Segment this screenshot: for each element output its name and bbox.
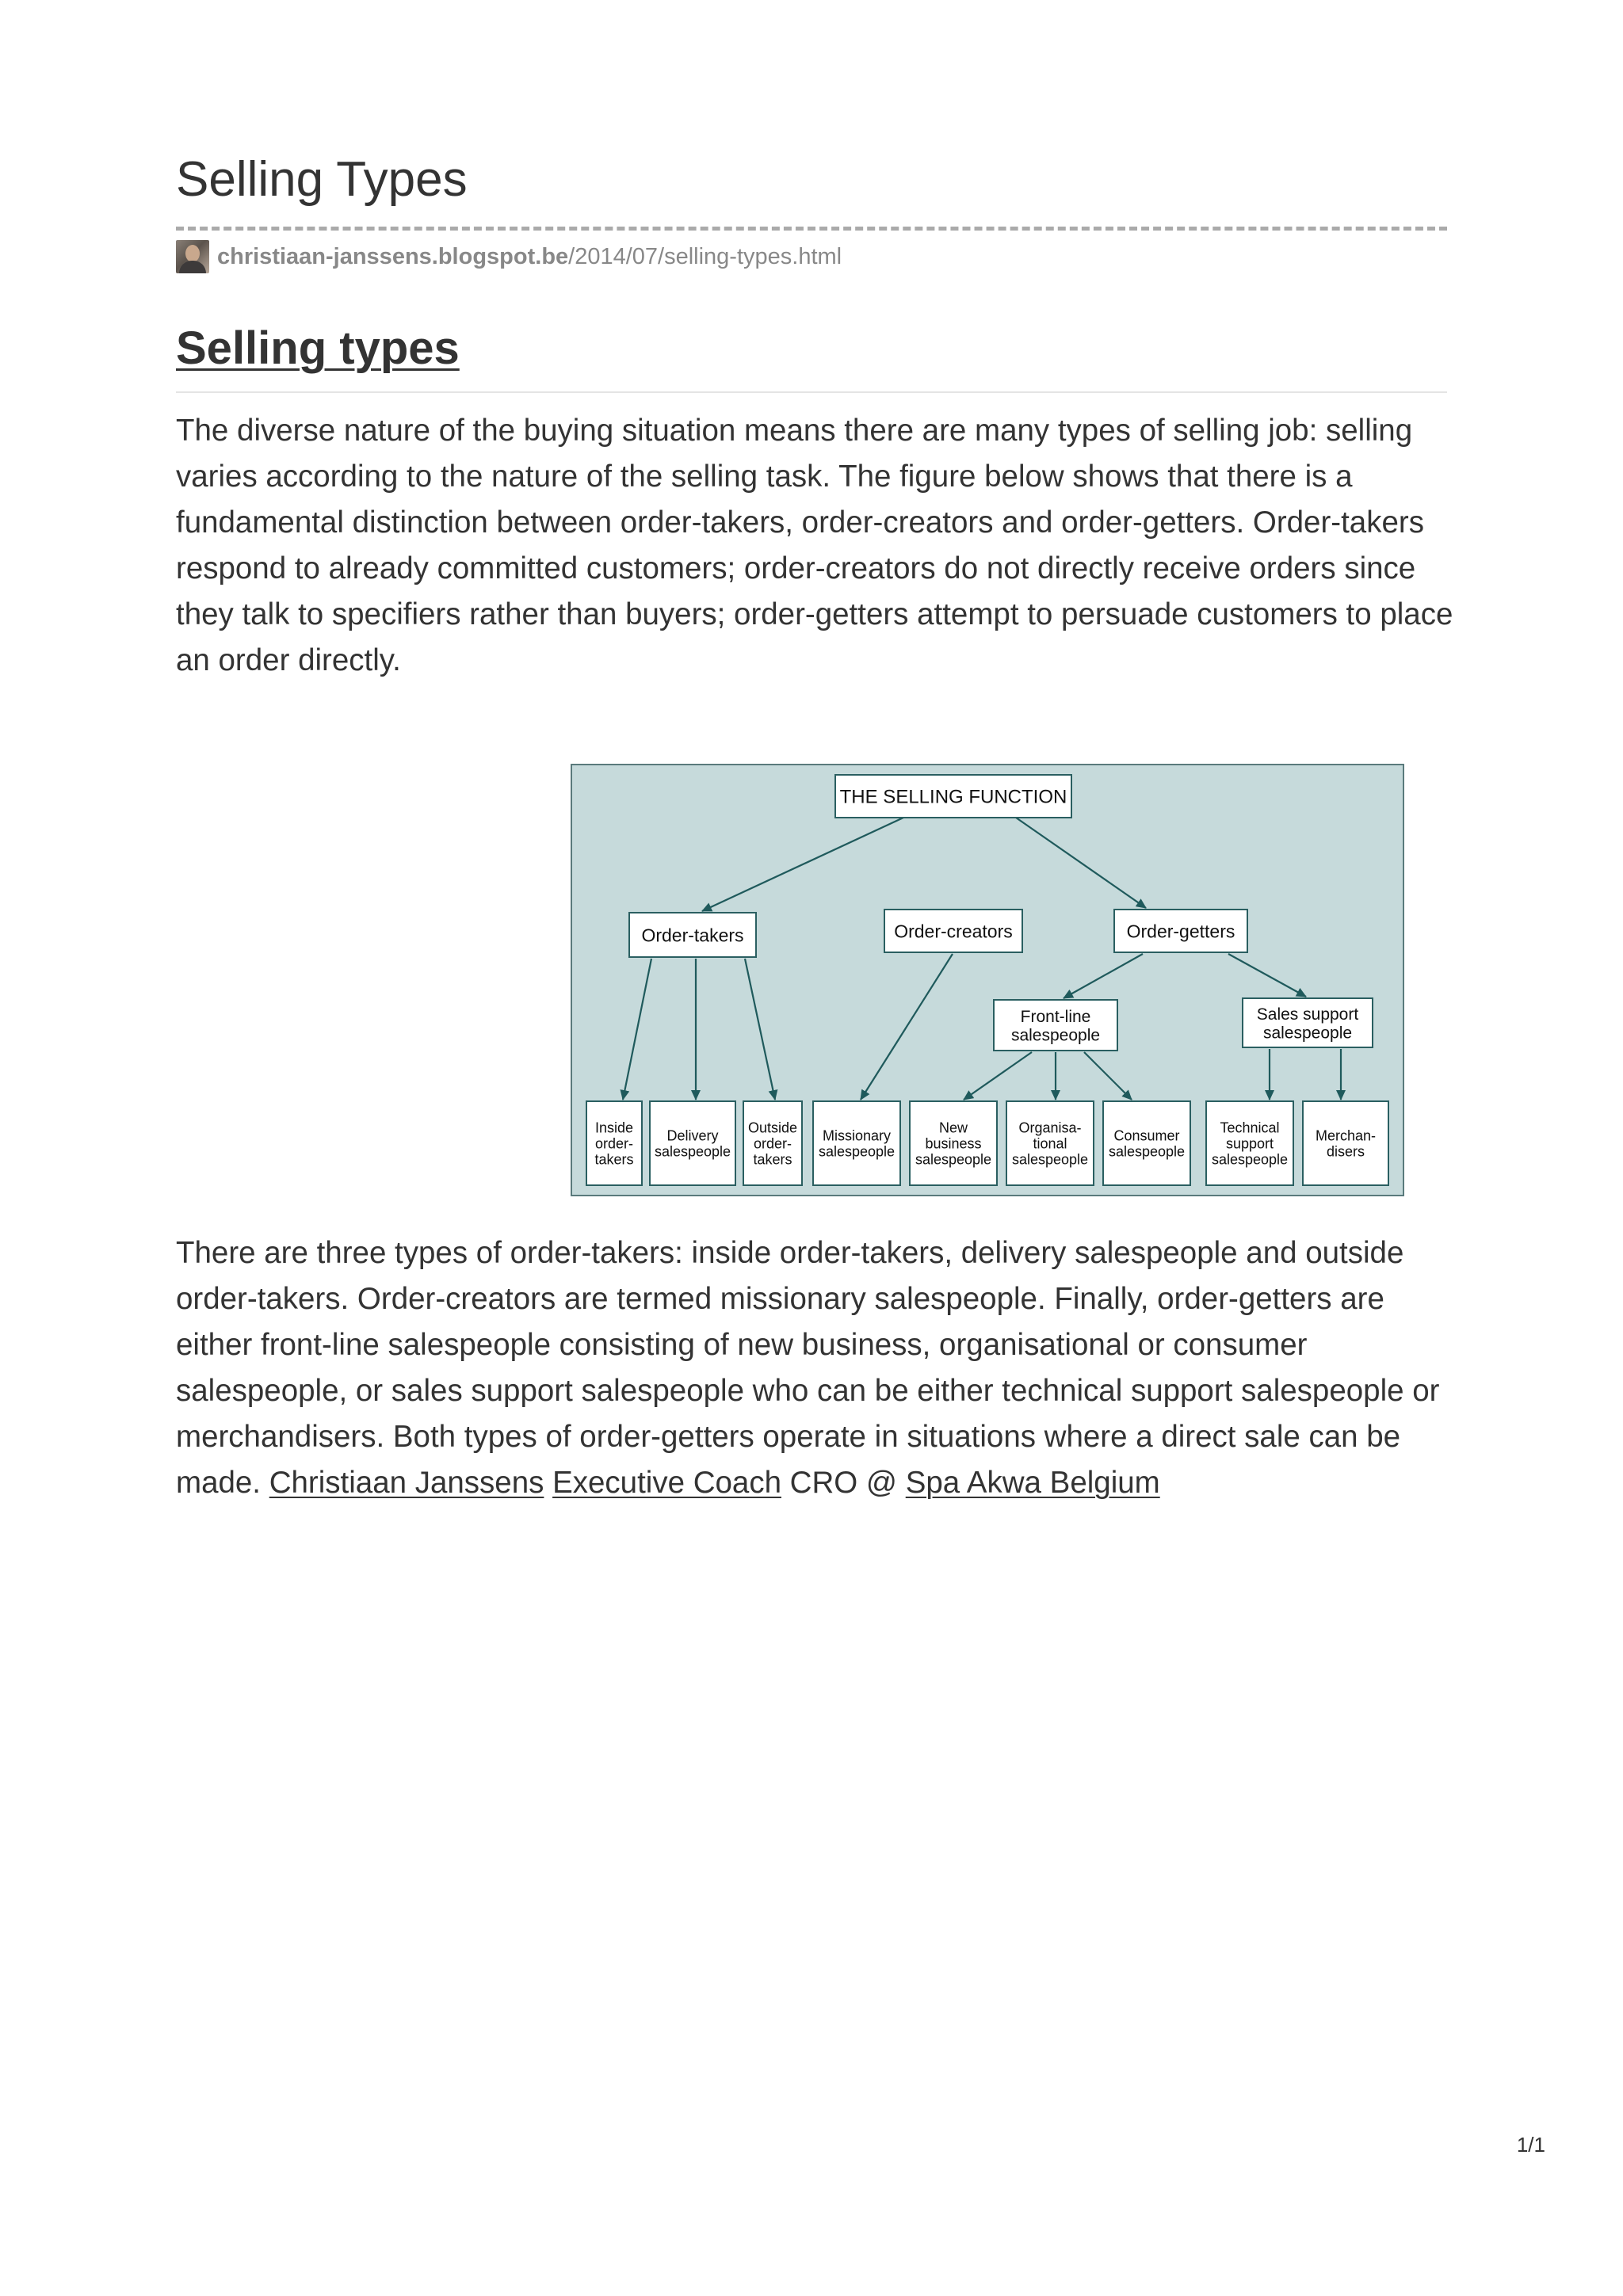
intro-paragraph-text: The diverse nature of the buying situation means there are many types of selling job: selling varies according to the nature of the selling task. The figure below shows that there is a fundamental distinction between order-takers, order-creators and order-getters. Order-takers respond to already committed customers; order-creators do not directly receive orders since they talk to specifiers rather than buyers; order-getters attempt to persuade customers to place an order directly.	[176, 414, 1453, 677]
node-organisational-salespeople-label: salespeople	[1011, 1151, 1089, 1168]
article-heading[interactable]: Selling types	[176, 322, 460, 374]
diagram-arrow	[1016, 818, 1146, 908]
node-order-getters	[1114, 910, 1247, 952]
node-organisational-salespeople	[1006, 1101, 1094, 1185]
node-outside-order-takers-label: order-	[753, 1135, 792, 1152]
diagram-arrow	[1084, 1052, 1132, 1100]
node-inside-order-takers	[586, 1101, 642, 1185]
page-title: Selling Types	[176, 152, 468, 207]
executive-coach-link[interactable]: Executive Coach	[552, 1466, 781, 1500]
author-avatar-icon	[176, 240, 209, 273]
node-delivery-salespeople	[650, 1101, 735, 1185]
diagram-arrow	[861, 954, 953, 1100]
node-new-business-salespeople-label: salespeople	[915, 1151, 992, 1168]
author-link[interactable]: Christiaan Janssens	[269, 1466, 544, 1500]
source-path: /2014/07/selling-types.html	[568, 243, 842, 269]
node-outside-order-takers	[743, 1101, 802, 1185]
node-delivery-salespeople-label: Delivery	[666, 1127, 719, 1144]
node-merchandisers	[1303, 1101, 1388, 1185]
node-front-line-salespeople-label: salespeople	[1010, 1026, 1101, 1045]
node-delivery-salespeople-label: salespeople	[654, 1143, 731, 1160]
node-selling-function-label: THE SELLING FUNCTION	[839, 786, 1067, 808]
node-front-line-salespeople-label: Front-line	[1020, 1007, 1091, 1026]
diagram-arrow	[1228, 954, 1306, 997]
cro-text: CRO @	[781, 1466, 906, 1500]
summary-paragraph	[176, 1230, 1460, 1506]
node-selling-function	[835, 775, 1071, 818]
node-new-business-salespeople-label: business	[925, 1135, 982, 1152]
node-outside-order-takers-label: Outside	[747, 1119, 798, 1136]
company-link[interactable]: Spa Akwa Belgium	[905, 1466, 1160, 1500]
node-order-getters-label: Order-getters	[1126, 921, 1235, 942]
node-outside-order-takers-label: takers	[753, 1151, 792, 1168]
source-domain: christiaan-janssens.blogspot.be	[217, 243, 569, 269]
node-technical-support-salespeople-label: Technical	[1220, 1119, 1280, 1136]
diagram-arrow	[745, 959, 775, 1100]
diagram-arrow	[702, 818, 903, 911]
node-new-business-salespeople-label: New	[938, 1119, 968, 1136]
diagram-arrow	[1064, 954, 1143, 998]
intro-paragraph	[176, 408, 1460, 684]
node-technical-support-salespeople	[1206, 1101, 1293, 1185]
node-consumer-salespeople	[1103, 1101, 1190, 1185]
node-missionary-salespeople-label: Missionary	[822, 1127, 892, 1144]
title-divider	[176, 227, 1447, 231]
node-new-business-salespeople	[910, 1101, 997, 1185]
source-line[interactable]	[176, 239, 842, 274]
node-missionary-salespeople	[813, 1101, 900, 1185]
node-organisational-salespeople-label: Organisa-	[1018, 1119, 1082, 1136]
node-front-line-salespeople	[994, 1000, 1117, 1051]
node-organisational-salespeople-label: tional	[1033, 1135, 1067, 1152]
node-consumer-salespeople-label: Consumer	[1113, 1127, 1180, 1144]
node-sales-support-salespeople-label: Sales support	[1256, 1005, 1359, 1024]
heading-rule	[176, 391, 1447, 393]
node-missionary-salespeople-label: salespeople	[818, 1143, 896, 1160]
node-order-takers	[629, 913, 756, 957]
diagram-arrow	[964, 1052, 1032, 1100]
node-consumer-salespeople-label: salespeople	[1108, 1143, 1186, 1160]
page-number: 1/1	[1516, 2133, 1545, 2157]
diagram-svg	[572, 765, 1403, 1195]
node-merchandisers-label: Merchan-	[1315, 1127, 1377, 1144]
node-sales-support-salespeople-label: salespeople	[1262, 1024, 1353, 1043]
node-inside-order-takers-label: order-	[594, 1135, 634, 1152]
node-inside-order-takers-label: takers	[594, 1151, 634, 1168]
node-order-creators	[884, 910, 1022, 952]
node-order-creators-label: Order-creators	[894, 921, 1013, 942]
node-inside-order-takers-label: Inside	[594, 1119, 634, 1136]
summary-paragraph-text: There are three types of order-takers: inside order-takers, delivery salespeople and outside order-takers. Order-creators are termed missionary salespeople. Finally, order-getters are either front-line salespeople consisting of new business, organisational or consumer salespeople, or sales support salespeople who can be either technical support salespeople or merchandisers. Both types of order-getters operate in situations where a direct sale can be made.	[176, 1236, 1440, 1500]
selling-function-diagram	[571, 764, 1404, 1196]
node-order-takers-label: Order-takers	[641, 925, 744, 946]
node-technical-support-salespeople-label: support	[1225, 1135, 1274, 1152]
diagram-arrow	[623, 959, 651, 1100]
node-sales-support-salespeople	[1243, 998, 1373, 1047]
node-merchandisers-label: disers	[1326, 1143, 1365, 1160]
node-technical-support-salespeople-label: salespeople	[1211, 1151, 1289, 1168]
